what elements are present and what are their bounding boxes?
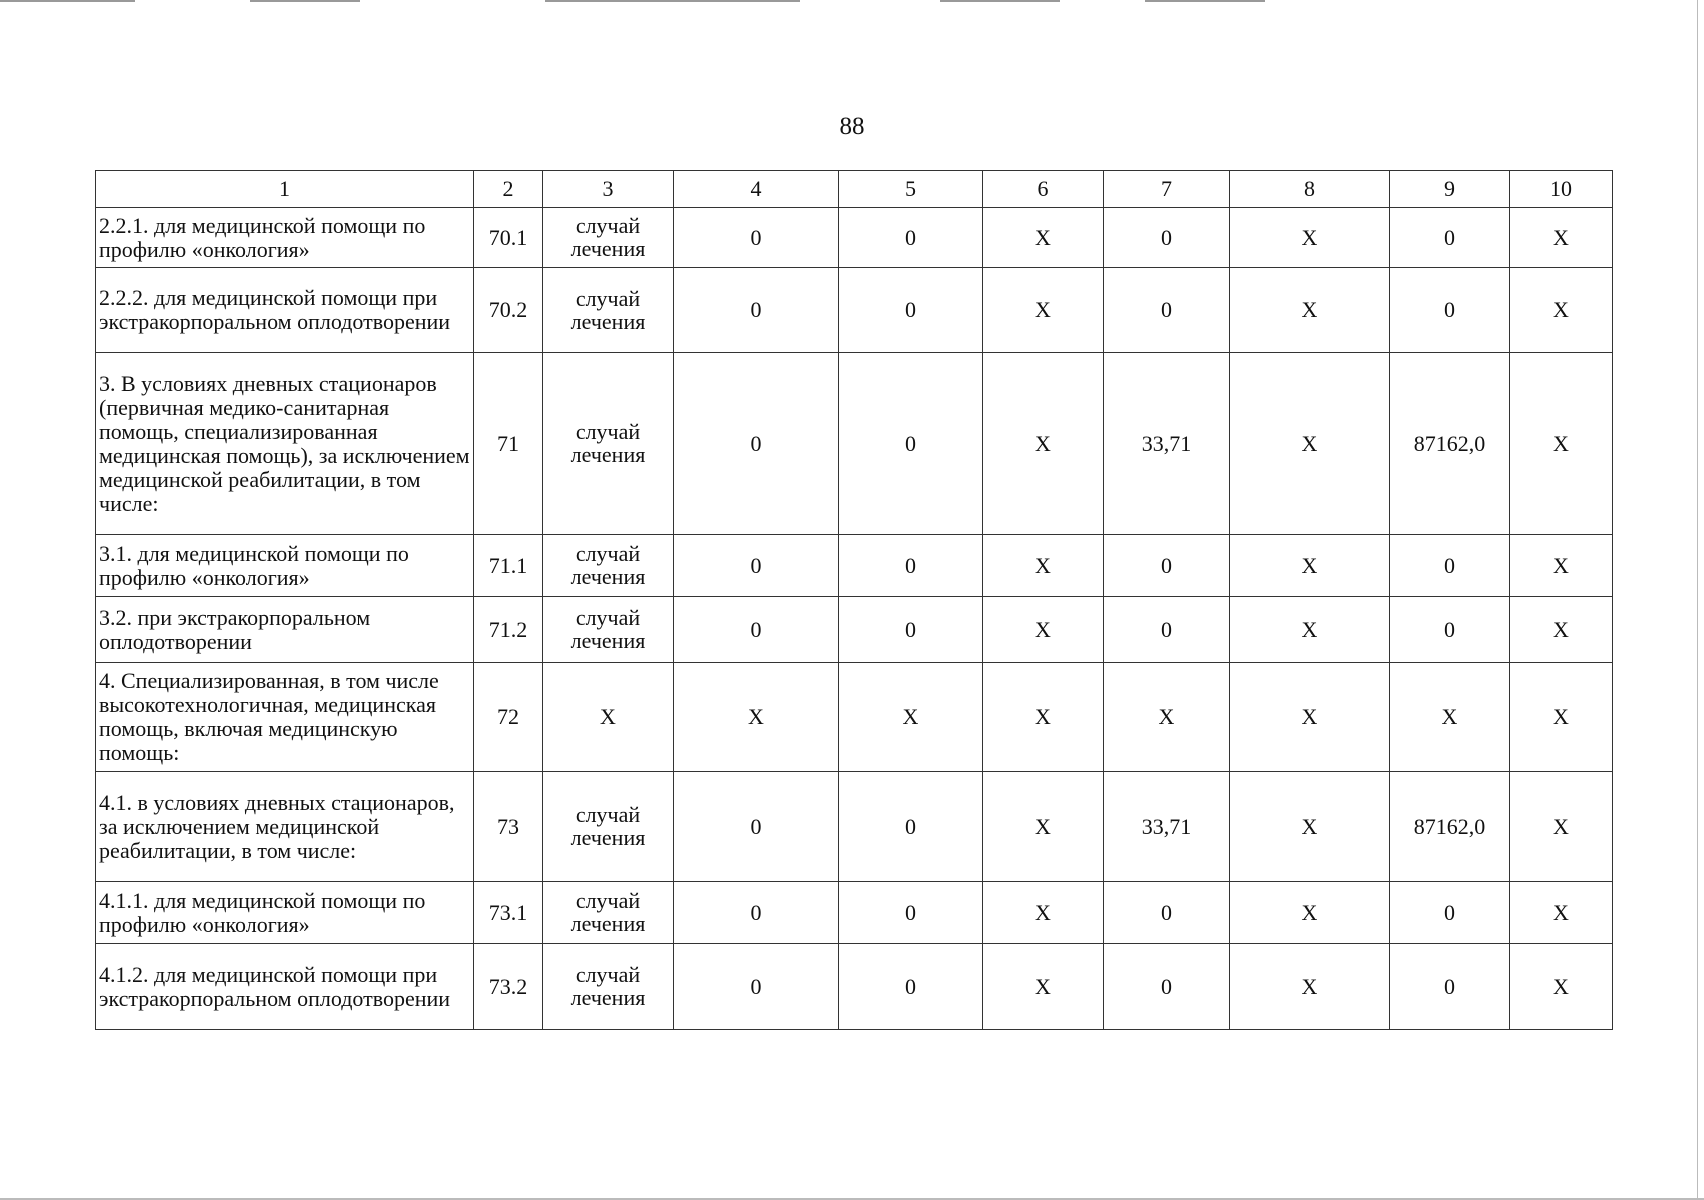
value-cell: 0 bbox=[1390, 597, 1510, 663]
value-cell: Х bbox=[1510, 535, 1613, 597]
column-number: 5 bbox=[839, 171, 983, 208]
value-cell: Х bbox=[1230, 353, 1390, 535]
column-number: 4 bbox=[674, 171, 839, 208]
value-cell: Х bbox=[983, 663, 1104, 772]
scan-artifact bbox=[250, 0, 360, 2]
table-row bbox=[96, 208, 1613, 268]
value-cell: 0 bbox=[674, 535, 839, 597]
value-cell: 0 bbox=[839, 535, 983, 597]
row-name-cell: 3. В условиях дневных стационаров (первичная медико-санитарная помощь, специализированная медицинская помощь), за исключением медицинской реабилитации, в том числе: bbox=[96, 353, 474, 535]
unit-cell bbox=[543, 597, 674, 663]
value-cell: 87162,0 bbox=[1390, 772, 1510, 882]
value-cell: 0 bbox=[674, 944, 839, 1030]
scan-artifact bbox=[940, 0, 1060, 2]
value-cell: 0 bbox=[674, 208, 839, 268]
value-cell: Х bbox=[983, 353, 1104, 535]
value-cell: 33,71 bbox=[1104, 772, 1230, 882]
column-number: 9 bbox=[1390, 171, 1510, 208]
scan-artifact bbox=[1145, 0, 1265, 2]
unit-cell bbox=[543, 535, 674, 597]
value-cell: Х bbox=[1510, 663, 1613, 772]
value-cell: 0 bbox=[1390, 535, 1510, 597]
value-cell: Х bbox=[1510, 208, 1613, 268]
table-body bbox=[96, 171, 1613, 1030]
value-cell: 0 bbox=[839, 208, 983, 268]
row-code-cell: 71.1 bbox=[474, 535, 543, 597]
value-cell: 0 bbox=[1104, 535, 1230, 597]
row-code-cell: 71.2 bbox=[474, 597, 543, 663]
value-cell: 0 bbox=[1104, 882, 1230, 944]
value-cell: 0 bbox=[674, 772, 839, 882]
table-row bbox=[96, 944, 1613, 1030]
unit-cell bbox=[543, 772, 674, 882]
value-cell: Х bbox=[1510, 597, 1613, 663]
value-cell: 0 bbox=[1390, 208, 1510, 268]
value-cell: 0 bbox=[674, 353, 839, 535]
scan-artifact bbox=[545, 0, 800, 2]
column-number: 2 bbox=[474, 171, 543, 208]
table-row bbox=[96, 772, 1613, 882]
unit-label: случай лечения bbox=[570, 541, 646, 589]
value-cell: Х bbox=[1230, 882, 1390, 944]
value-cell: Х bbox=[674, 663, 839, 772]
row-name-cell: 2.2.1. для медицинской помощи по профилю «онкология» bbox=[96, 208, 474, 268]
scan-artifact bbox=[0, 0, 135, 2]
value-cell: Х bbox=[1230, 772, 1390, 882]
unit-label: случай лечения bbox=[570, 962, 646, 1010]
value-cell: 0 bbox=[1390, 882, 1510, 944]
unit-cell bbox=[543, 663, 674, 772]
row-code-cell: 73.1 bbox=[474, 882, 543, 944]
column-number-row bbox=[96, 171, 1613, 208]
data-table bbox=[95, 170, 1613, 1030]
value-cell: 0 bbox=[1104, 597, 1230, 663]
value-cell: 87162,0 bbox=[1390, 353, 1510, 535]
value-cell: 0 bbox=[839, 268, 983, 353]
value-cell: Х bbox=[983, 597, 1104, 663]
value-cell: Х bbox=[983, 268, 1104, 353]
table-row bbox=[96, 353, 1613, 535]
value-cell: 0 bbox=[674, 882, 839, 944]
scan-edge bbox=[1697, 0, 1698, 1200]
row-code-cell: 70.2 bbox=[474, 268, 543, 353]
column-number: 10 bbox=[1510, 171, 1613, 208]
table-row bbox=[96, 882, 1613, 944]
row-name-cell: 4. Специализированная, в том числе высокотехнологичная, медицинская помощь, включая медицинскую помощь: bbox=[96, 663, 474, 772]
row-code-cell: 72 bbox=[474, 663, 543, 772]
unit-cell bbox=[543, 944, 674, 1030]
row-name-cell: 4.1. в условиях дневных стационаров, за исключением медицинской реабилитации, в том числе: bbox=[96, 772, 474, 882]
value-cell: Х bbox=[1390, 663, 1510, 772]
value-cell: 0 bbox=[839, 353, 983, 535]
table-row bbox=[96, 535, 1613, 597]
value-cell: Х bbox=[839, 663, 983, 772]
table-row bbox=[96, 663, 1613, 772]
row-name-cell: 4.1.1. для медицинской помощи по профилю «онкология» bbox=[96, 882, 474, 944]
value-cell: Х bbox=[1230, 663, 1390, 772]
row-name-cell: 4.1.2. для медицинской помощи при экстракорпоральном оплодотворении bbox=[96, 944, 474, 1030]
value-cell: Х bbox=[1104, 663, 1230, 772]
value-cell: Х bbox=[1510, 268, 1613, 353]
value-cell: Х bbox=[1510, 772, 1613, 882]
unit-label: случай лечения bbox=[570, 802, 646, 850]
value-cell: Х bbox=[1230, 944, 1390, 1030]
value-cell: 0 bbox=[1104, 944, 1230, 1030]
table-row bbox=[96, 597, 1613, 663]
value-cell: Х bbox=[983, 772, 1104, 882]
row-name-cell: 3.2. при экстракорпоральном оплодотворении bbox=[96, 597, 474, 663]
column-number: 3 bbox=[543, 171, 674, 208]
value-cell: 0 bbox=[674, 268, 839, 353]
value-cell: 0 bbox=[674, 597, 839, 663]
row-code-cell: 73.2 bbox=[474, 944, 543, 1030]
unit-label: случай лечения bbox=[570, 285, 646, 334]
unit-label: случай лечения bbox=[570, 419, 646, 467]
unit-label: случай лечения bbox=[570, 888, 646, 936]
value-cell: Х bbox=[1230, 535, 1390, 597]
value-cell: 0 bbox=[1104, 268, 1230, 353]
value-cell: Х bbox=[1230, 208, 1390, 268]
column-number: 8 bbox=[1230, 171, 1390, 208]
value-cell: 0 bbox=[839, 772, 983, 882]
value-cell: 33,71 bbox=[1104, 353, 1230, 535]
value-cell: 0 bbox=[1104, 208, 1230, 268]
unit-cell bbox=[543, 353, 674, 535]
row-code-cell: 73 bbox=[474, 772, 543, 882]
unit-label: случай лечения bbox=[570, 605, 646, 653]
value-cell: 0 bbox=[839, 882, 983, 944]
value-cell: Х bbox=[1510, 353, 1613, 535]
value-cell: 0 bbox=[839, 597, 983, 663]
row-name-cell: 3.1. для медицинской помощи по профилю «онкология» bbox=[96, 535, 474, 597]
column-number: 1 bbox=[96, 171, 474, 208]
value-cell: Х bbox=[1510, 944, 1613, 1030]
value-cell: Х bbox=[1230, 268, 1390, 353]
unit-cell bbox=[543, 882, 674, 944]
row-name-cell: 2.2.2. для медицинской помощи при экстракорпоральном оплодотворении bbox=[96, 268, 474, 353]
value-cell: 0 bbox=[1390, 268, 1510, 353]
value-cell: Х bbox=[983, 208, 1104, 268]
value-cell: Х bbox=[983, 535, 1104, 597]
unit-label: случай лечения bbox=[570, 213, 646, 261]
page-number: 88 bbox=[839, 113, 865, 140]
unit-cell bbox=[543, 208, 674, 268]
value-cell: 0 bbox=[839, 944, 983, 1030]
value-cell: 0 bbox=[1390, 944, 1510, 1030]
unit-cell bbox=[543, 268, 674, 353]
column-number: 6 bbox=[983, 171, 1104, 208]
column-number: 7 bbox=[1104, 171, 1230, 208]
unit-label: Х bbox=[600, 704, 616, 729]
value-cell: Х bbox=[1510, 882, 1613, 944]
table-row bbox=[96, 268, 1613, 353]
row-code-cell: 71 bbox=[474, 353, 543, 535]
value-cell: Х bbox=[983, 944, 1104, 1030]
row-code-cell: 70.1 bbox=[474, 208, 543, 268]
value-cell: Х bbox=[1230, 597, 1390, 663]
value-cell: Х bbox=[983, 882, 1104, 944]
